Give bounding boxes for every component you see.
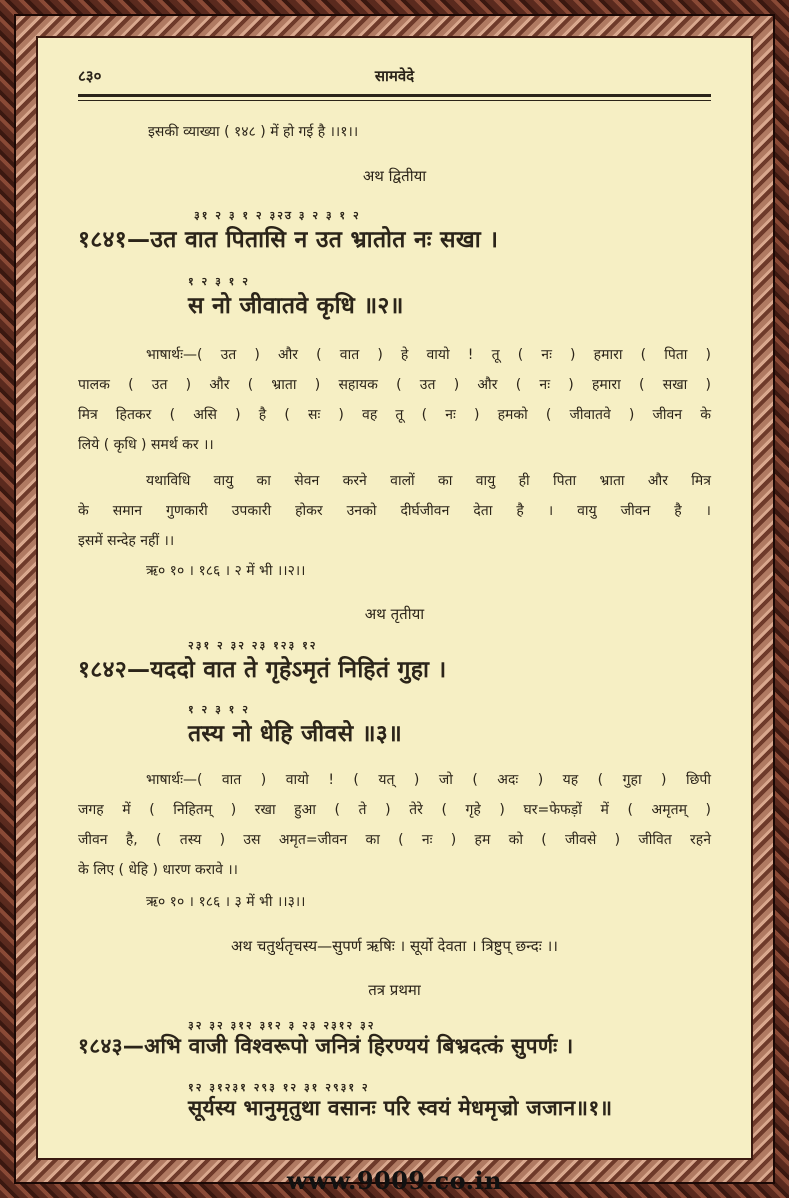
explanation-2-line-2: के समान गुणकारी उपकारी होकर उनको दीर्घजीवन देता है । वायु जीवन है । bbox=[78, 503, 711, 519]
bhasharth-3-line-2: जगह में ( निहितम् ) रखा हुआ ( ते ) तेरे ( गृहे ) घर=फेफड़ों में ( अमृतम् ) bbox=[78, 802, 711, 818]
explanation-2-line-3: इसमें सन्देह नहीं ।। bbox=[78, 533, 175, 549]
verse-1843-line-1: १८४३—अभि वाजी विश्वरूपो जनित्रं हिरण्ययं बिभ्रदत्कं सुपर्णः । bbox=[78, 1034, 574, 1058]
verse-1841-line-2: स नो जीवातवे कृधि ॥२॥ bbox=[188, 293, 404, 319]
verse-1843-accent-marks-2: १२ ३१२३१ २९३ १२ ३१ २९३१ २ bbox=[188, 1081, 370, 1094]
bhasharth-3-line-4: के लिए ( धेहि ) धारण करावे ।। bbox=[78, 862, 238, 878]
header-rule-thin bbox=[78, 100, 711, 101]
page-number: ८३० bbox=[78, 67, 102, 85]
explanation-2-line-1: यथाविधि वायु का सेवन करने वालों का वायु ही पिता भ्राता और मित्र bbox=[146, 473, 711, 489]
reference-rigveda-3: ऋ० १० । १८६ । ३ में भी ।।३।। bbox=[146, 894, 306, 910]
trich-heading: अथ चतुर्थतृचस्य—सुपर्ण ऋषिः । सूर्यो देवता । त्रिष्टुप् छन्दः ।। bbox=[231, 937, 558, 955]
verse-1842-accent-marks: २३१ २ ३२ २३ १२३ १२ bbox=[188, 639, 318, 652]
verse-1841-accent-marks-2: १ २ ३ १ २ bbox=[188, 275, 250, 288]
reference-rigveda-2: ऋ० १० । १८६ । २ में भी ।।२।। bbox=[146, 563, 306, 579]
page-title: सामवेदे bbox=[374, 67, 415, 85]
bhasharth-2-line-4: लिये ( कृधि ) समर्थ कर ।। bbox=[78, 437, 214, 453]
section-heading-prathama: तत्र प्रथमा bbox=[368, 981, 421, 999]
intro-text: इसकी व्याख्या ( १४८ ) में हो गई है ।।१।। bbox=[148, 124, 359, 140]
verse-1842-line-2: तस्य नो धेहि जीवसे ॥३॥ bbox=[188, 721, 403, 747]
section-heading-dvitiya: अथ द्वितीया bbox=[362, 167, 427, 185]
bhasharth-2-line-3: मित्र हितकर ( असि ) है ( सः ) वह तू ( नः ) हमको ( जीवातवे ) जीवन के bbox=[78, 407, 711, 423]
website-url-footer: www.9009.co.in bbox=[286, 1166, 503, 1195]
verse-1841-accent-marks: ३१ २ ३ १ २ ३२उ ३ २ ३ १ २ bbox=[194, 209, 361, 222]
bhasharth-3-line-1: भाषार्थः—( वात ) वायो ! ( यत् ) जो ( अदः ) यह ( गुहा ) छिपी bbox=[146, 772, 711, 788]
header-rule-thick bbox=[78, 94, 711, 97]
verse-1842-line-1: १८४२—यददो वात ते गृहेऽमृतं निहितं गुहा । bbox=[78, 657, 447, 683]
bhasharth-2-line-2: पालक ( उत ) और ( भ्राता ) सहायक ( उत ) और ( नः ) हमारा ( सखा ) bbox=[78, 377, 711, 393]
bhasharth-3-line-3: जीवन है, ( तस्य ) उस अमृत=जीवन का ( नः ) हम को ( जीवसे ) जीवित रहने bbox=[78, 832, 711, 848]
verse-1843-line-2: सूर्यस्य भानुमृतुथा वसानः परि स्वयं मेधमृज्रो जजान॥१॥ bbox=[188, 1096, 613, 1120]
section-heading-tritiya: अथ तृतीया bbox=[364, 605, 425, 623]
verse-1841-line-1: १८४१—उत वात पितासि न उत भ्रातोत नः सखा । bbox=[78, 227, 499, 253]
verse-1842-accent-marks-2: १ २ ३ १ २ bbox=[188, 703, 250, 716]
bhasharth-2-line-1: भाषार्थः—( उत ) और ( वात ) हे वायो ! तू ( नः ) हमारा ( पिता ) bbox=[146, 347, 711, 363]
document-page bbox=[36, 36, 753, 1160]
verse-1843-accent-marks: ३२ ३२ ३१२ ३१२ ३ २३ २३१२ ३२ bbox=[188, 1019, 376, 1032]
